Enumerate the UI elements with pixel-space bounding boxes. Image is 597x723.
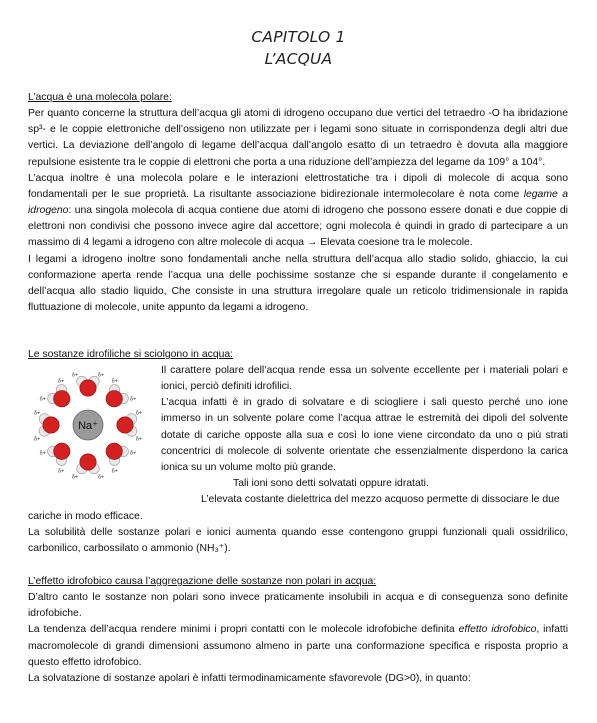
text-run: : una singola molecola di acqua contiene due atomi di idrogeno che possono essere donati e due coppie di elettroni non condivisi che possono invece agire dal accettore; ogni molecola è quindi in grado di partecipare a un massimo di 4 legami a idrogeno con altre molecole di acqua → Elevata coesione tra le molecole.: [28, 205, 568, 249]
partial-charge-label: δ+: [58, 468, 65, 475]
partial-charge-label: δ+: [111, 468, 118, 475]
oxygen-atom: [54, 391, 70, 407]
oxygen-atom: [54, 443, 70, 459]
text-run: , infatti macromolecole di grandi dimensioni assumono almeno in parte una conformazione specifica e risposta proprio a questo effetto idrofobico.: [28, 624, 568, 668]
section-heading: L’effetto idrofobico causa l’aggregazione delle sostanze non polari in acqua:: [28, 576, 377, 587]
paragraph: cariche in modo efficace.: [28, 511, 143, 522]
partial-charge-label: δ+: [135, 410, 143, 417]
ion-label: Na⁺: [78, 420, 98, 432]
partial-charge-label: δ+: [71, 474, 79, 481]
section-hydrophobic: [28, 574, 568, 687]
chapter-title: L’ACQUA: [264, 50, 333, 68]
text-run: La tendenza dell’acqua rendere minimi i propri contatti con le molecole idrofobiche definita: [28, 624, 459, 636]
paragraph: I legami a idrogeno inoltre sono fondamentali anche nella struttura dell’acqua allo stadio solido, ghiaccio, la cui conformazione aperta rende l’acqua una delle pochissime sostanze che si espande durante il congelamento e dell’acqua allo stadio liquido, Che consiste in una struttura irregolare quale un reticolo tridimensionale in rapida fluttuazione di molecole, unite appunto da legami a idrogeno.: [28, 253, 568, 314]
partial-charge-label: δ+: [39, 450, 46, 457]
paragraph: L’acqua infatti è in grado di solvatare e di sciogliere i sali questo perché uno ione immerso in un solvente polare come l’acqua attrae le estremità dei dipoli del solvente dotate di cariche opposte alla sua e così lo ione viene circondato da uno o più strati concentrici di molecole di solvente orientate che essenzialmente disperdono la carica ionica su un volume molto più grande.: [161, 397, 568, 473]
partial-charge-label: δ+: [33, 410, 41, 417]
paragraph: La solvatazione di sostanze apolari è infatti termodinamicamente sfavorevole (DG>0), in quanto:: [28, 672, 471, 684]
partial-charge-label: δ+: [130, 396, 137, 403]
oxygen-atom: [106, 391, 122, 407]
paragraph: [28, 171, 568, 252]
hydration-shell-diagram: [28, 365, 156, 495]
oxygen-atom: [43, 417, 59, 433]
section-hydrophilic-cont: [28, 509, 568, 557]
partial-charge-label: δ+: [39, 396, 46, 403]
partial-charge-label: δ+: [97, 474, 105, 481]
oxygen-atom: [80, 454, 96, 470]
partial-charge-label: δ+: [135, 436, 143, 443]
partial-charge-label: δ+: [33, 436, 41, 443]
paragraph: L’elevata costante dielettrica del mezzo acquoso permette di dissociare le due: [201, 494, 560, 506]
paragraph: D’altro canto le sostanze non polari sono invece praticamente insolubili in acqua e di conseguenza sono definite idrofobiche.: [28, 592, 568, 620]
italic-term: legame a idrogeno: [28, 188, 568, 217]
italic-term: effetto idrofobico: [458, 624, 537, 636]
partial-charge-label: δ+: [71, 372, 79, 379]
text-run: L’acqua inoltre è una molecola polare e le interazioni elettrostatiche tra i dipoli di molecole di acqua sono fondamentali per le sue proprietà. La risultante associazione bidirezionale intermolecolare è nota come: [28, 172, 568, 200]
paragraph: Il carattere polare dell’acqua rende essa un solvente eccellente per i materiali polari e ionici, perciò definiti idrofilici.: [161, 365, 568, 393]
oxygen-atom: [80, 380, 96, 396]
solvated-ion-figure: [28, 365, 156, 495]
section-heading: L’acqua è una molecola polare:: [28, 92, 172, 103]
paragraph: Per quanto concerne la struttura dell’acqua gli atomi di idrogeno occupano due vertici del tetraedro -O ha ibridazione sp³- e le coppie elettroniche dell’ossigeno non utilizzate per i legami sono situate in corrispondenza degli altri due vertici. La deviazione dell’angolo di legame dell’acqua dall’angolo esatto di un tetraedro è dovuta alla maggiore repulsione esistente tra le coppie di elettroni che porta a una riduzione dell’ampiezza del legame da 109° a 104°.: [28, 108, 568, 168]
section-hydrophilic: [161, 363, 568, 508]
oxygen-atom: [106, 443, 122, 459]
partial-charge-label: δ+: [58, 378, 65, 385]
paragraph: [28, 622, 568, 670]
section-polar-molecule: [28, 90, 568, 316]
paragraph: Tali ioni sono detti solvatati oppure idratati.: [233, 478, 429, 490]
partial-charge-label: δ+: [111, 378, 118, 385]
oxygen-atom: [117, 417, 133, 433]
paragraph: La solubilità delle sostanze polari e ionici aumenta quando esse contengono gruppi funzionali quali ossidrilico, carbonilico, carbossilato o ammonio (NH₃⁺).: [28, 527, 568, 555]
chapter-number: CAPITOLO 1: [251, 28, 346, 46]
partial-charge-label: δ+: [97, 372, 105, 379]
section-heading: Le sostanze idrofiliche si sciolgono in acqua:: [28, 349, 234, 360]
partial-charge-label: δ+: [130, 450, 137, 457]
